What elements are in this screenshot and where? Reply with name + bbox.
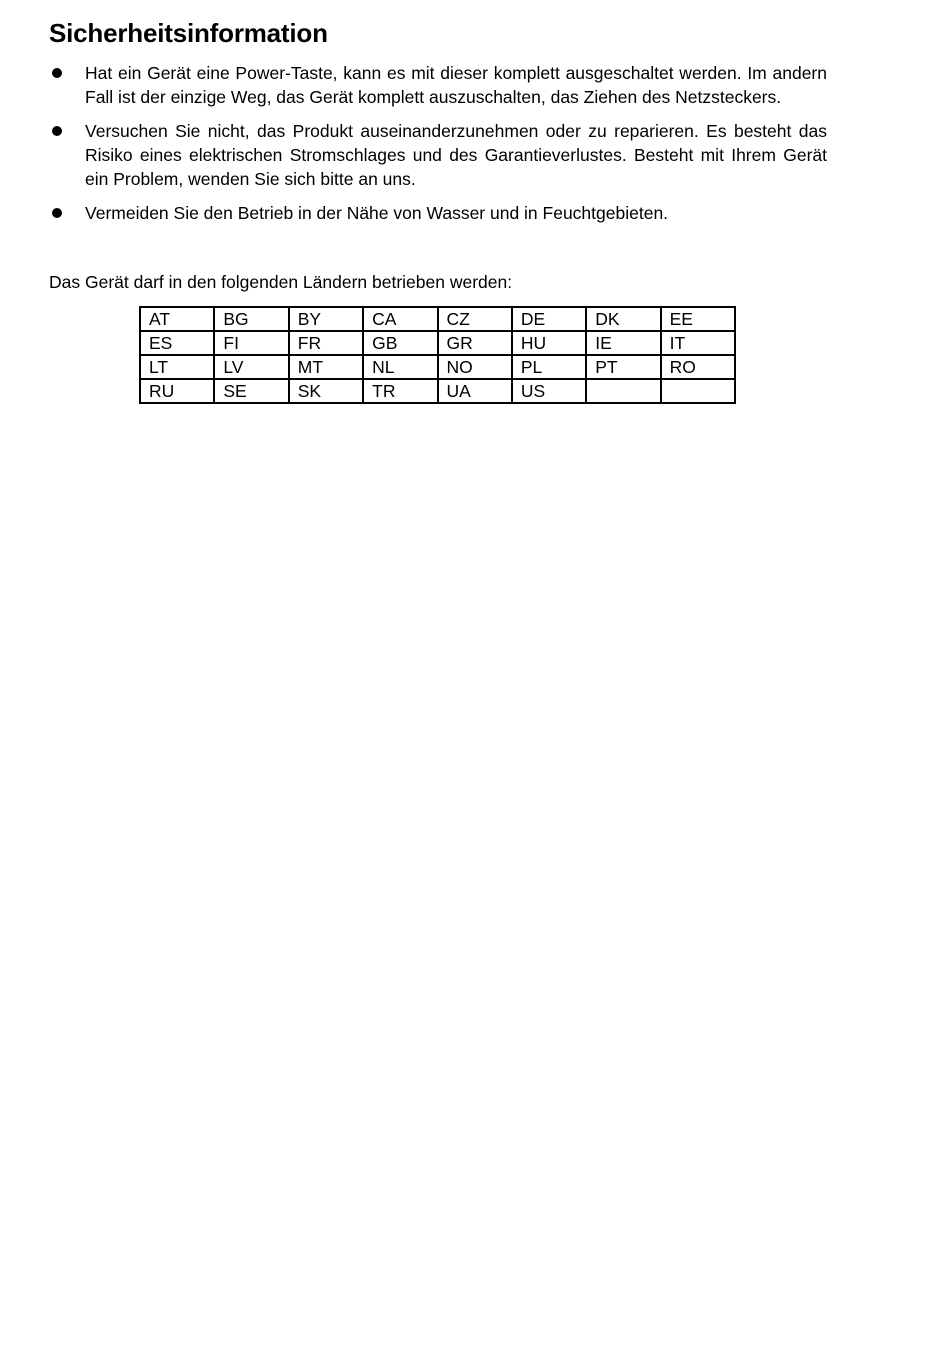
country-cell: MT (289, 355, 363, 379)
country-cell: ES (140, 331, 214, 355)
country-cell: IT (661, 331, 735, 355)
bullet-icon (52, 68, 62, 78)
country-cell: RU (140, 379, 214, 403)
bullet-icon (52, 126, 62, 136)
table-row (140, 331, 735, 355)
country-cell: CZ (438, 307, 512, 331)
country-cell: EE (661, 307, 735, 331)
table-row (140, 307, 735, 331)
bullet-text: Vermeiden Sie den Betrieb in der Nähe von Wasser und in Feuchtgebieten. (85, 203, 669, 223)
country-cell: SE (214, 379, 288, 403)
country-cell: PL (512, 355, 586, 379)
country-cell: US (512, 379, 586, 403)
country-cell: BY (289, 307, 363, 331)
country-cell: HU (512, 331, 586, 355)
country-cell: DK (586, 307, 660, 331)
bullet-item (49, 119, 827, 191)
country-cell: NL (363, 355, 437, 379)
safety-bullet-list (49, 61, 827, 225)
country-cell: LT (140, 355, 214, 379)
bullet-item (49, 201, 827, 225)
country-cell: FI (214, 331, 288, 355)
bullet-text: Versuchen Sie nicht, das Produkt auseinanderzunehmen oder zu reparieren. Es besteht das Risiko eines elektrischen Stromschlages und des Garantieverlustes. Besteht mit Ihrem Gerät ein Problem, wenden Sie sich bitte an uns. (85, 121, 827, 189)
country-cell: BG (214, 307, 288, 331)
bullet-item (49, 61, 827, 109)
country-cell: AT (140, 307, 214, 331)
country-cell-empty (586, 379, 660, 403)
bullet-icon (52, 208, 62, 218)
country-cell: FR (289, 331, 363, 355)
table-row (140, 379, 735, 403)
country-cell-empty (661, 379, 735, 403)
country-cell: DE (512, 307, 586, 331)
page-title: Sicherheitsinformation (49, 18, 328, 48)
country-cell: LV (214, 355, 288, 379)
table-row (140, 355, 735, 379)
country-cell: NO (438, 355, 512, 379)
bullet-text: Hat ein Gerät eine Power-Taste, kann es mit dieser komplett ausgeschaltet werden. Im andern Fall ist der einzige Weg, das Gerät komplett auszuschalten, das Ziehen des Netzsteckers. (85, 63, 827, 107)
country-cell: IE (586, 331, 660, 355)
country-cell: GR (438, 331, 512, 355)
country-cell: SK (289, 379, 363, 403)
country-cell: TR (363, 379, 437, 403)
countries-intro: Das Gerät darf in den folgenden Ländern betrieben werden: (49, 272, 513, 292)
country-cell: PT (586, 355, 660, 379)
country-cell: RO (661, 355, 735, 379)
country-cell: UA (438, 379, 512, 403)
countries-table (139, 306, 736, 404)
country-cell: CA (363, 307, 437, 331)
country-cell: GB (363, 331, 437, 355)
